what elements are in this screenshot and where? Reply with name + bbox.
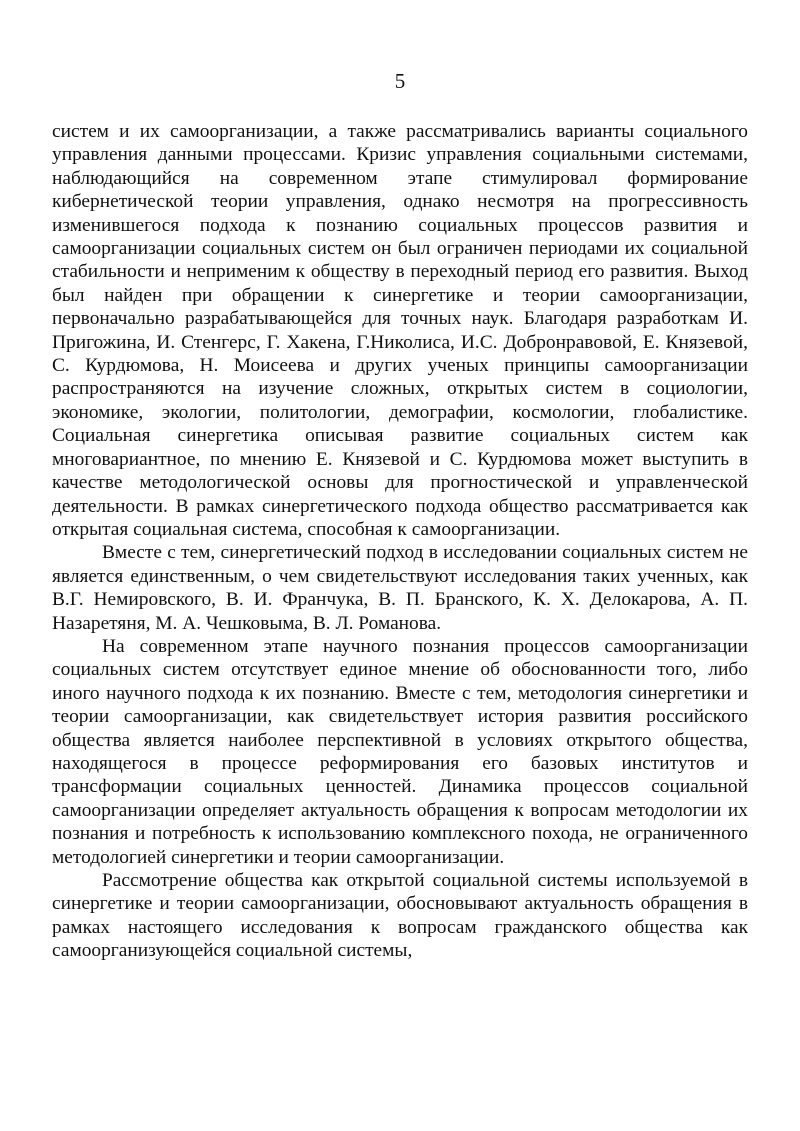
paragraph-1: систем и их самоорганизации, а также рассматривались варианты социального управления данными процессами. Кризис управления социальными системами, наблюдающийся на современном этапе стимулировал формирование кибернетической теории управления, однако несмотря на прогрессивность изменившегося подхода к познанию социальных процессов развития и самоорганизации социальных систем он был ограничен периодами их социальной стабильности и неприменим к обществу в переходный период его развития. Выход был найден при обращении к синергетике и теории самоорганизации, первоначально разрабатывающейся для точных наук. Благодаря разработкам И. Пригожина, И. Стенгерс, Г. Хакена, Г.Николиса, И.С. Добронравовой, Е. Князевой, С. Курдюмова, Н. Моисеева и других ученых принципы самоорганизации распространяются на изучение сложных, открытых систем в социологии, экономике, экологии, политологии, демографии, космологии, глобалистике. Социальная синергетика описывая развитие социальных систем как многовариантное, по мнению Е. Князевой и С. Курдюмова может выступить в качестве методологической основы для прогностической и управленческой деятельности. В рамках синергетического подхода общество рассматривается как открытая социальная система, способная к самоорганизации. bbox=[52, 121, 748, 540]
page-number: 5 bbox=[394, 69, 406, 93]
paragraph-3: На современном этапе научного познания процессов самоорганизации социальных систем отсутствует единое мнение об обоснованности того, либо иного научного подхода к их познанию. Вместе с тем, методология синергетики и теории самоорганизации, как свидетельствует история развития российского общества является наиболее перспективной в условиях открытого общества, находящегося в процессе реформирования его базовых институтов и трансформации социальных ценностей. Динамика процессов социальной самоорганизации определяет актуальность обращения к вопросам методологии их познания и потребность к использованию комплексного похода, не ограниченного методологией синергетики и теории самоорганизации. bbox=[52, 635, 748, 868]
paragraph-2: Вместе с тем, синергетический подход в исследовании социальных систем не является единственным, о чем свидетельствуют исследования таких ученных, как В.Г. Немировского, В. И. Франчука, В. П. Бранского, К. Х. Делокарова, А. П. Назаретяня, М. А. Чешковыма, В. Л. Романова. bbox=[52, 542, 748, 634]
body-text bbox=[52, 120, 748, 963]
paragraph-4: Рассмотрение общества как открытой социальной системы используемой в синергетике и теории самоорганизации, обосновывают актуальность обращения в рамках настоящего исследования к вопросам гражданского общества как самоорганизующейся социальной системы, bbox=[52, 870, 748, 962]
